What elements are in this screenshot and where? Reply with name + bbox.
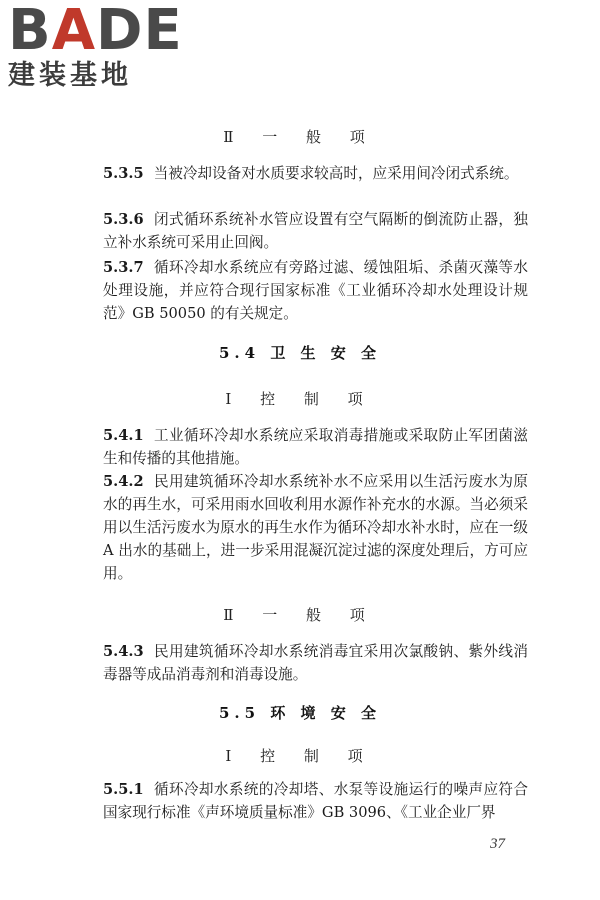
clause-text: 当被冷却设备对水质要求较高时，应采用间冷闭式系统。 [153, 165, 519, 182]
logo-brand: BADE [8, 0, 183, 63]
clause-number: 5.3.6 [103, 211, 144, 228]
clause-5-3-5 [103, 162, 528, 185]
clause-text: 民用建筑循环冷却水系统补水不应采用以生活污废水为原水的再生水，可采用雨水回收利用水源作补充水的水源。当必须采用以生活污废水为原水的再生水作为循环冷却水补水时，应在一级 A 出水的基础上，进一步采用混凝沉淀过滤的深度处理后，方可应用。 [103, 473, 528, 582]
clause-number: 5.4.1 [103, 427, 144, 444]
clause-number: 5.5.1 [103, 781, 144, 798]
clause-5-3-6 [103, 208, 528, 254]
logo [8, 0, 183, 94]
group-heading-control: Ⅰ 控 制 项 [225, 747, 375, 765]
clause-number: 5.4.2 [103, 473, 144, 490]
clause-5-3-7 [103, 256, 528, 325]
group-heading-general: Ⅱ 一 般 项 [223, 128, 377, 146]
page-number: 37 [490, 836, 505, 852]
clause-5-5-1 [103, 778, 528, 824]
clause-text: 民用建筑循环冷却水系统消毒宜采用次氯酸钠、紫外线消毒器等成品消毒剂和消毒设施。 [103, 643, 528, 683]
group-heading-control: Ⅰ 控 制 项 [225, 390, 375, 408]
section-title-5-4: 5.4 卫 生 安 全 [219, 344, 381, 362]
section-title-5-5: 5.5 环 境 安 全 [219, 704, 381, 722]
clause-text: 工业循环冷却水系统应采取消毒措施或采取防止军团菌滋生和传播的其他措施。 [103, 427, 528, 467]
logo-brand-cn: 建装基地 [8, 60, 132, 91]
clause-5-4-2 [103, 470, 528, 585]
clause-text: 循环冷却水系统应有旁路过滤、缓蚀阻垢、杀菌灭藻等水处理设施，并应符合现行国家标准《工业循环冷却水处理设计规范》GB 50050 的有关规定。 [103, 259, 528, 322]
group-heading-general: Ⅱ 一 般 项 [223, 606, 377, 624]
clause-text: 循环冷却水系统的冷却塔、水泵等设施运行的噪声应符合国家现行标准《声环境质量标准》GB 3096、《工业企业厂界 [103, 781, 528, 821]
clause-number: 5.3.7 [103, 259, 144, 276]
clause-5-4-3 [103, 640, 528, 686]
clause-number: 5.3.5 [103, 165, 144, 182]
clause-text: 闭式循环系统补水管应设置有空气隔断的倒流防止器，独立补水系统可采用止回阀。 [103, 211, 528, 251]
clause-5-4-1 [103, 424, 528, 470]
clause-number: 5.4.3 [103, 643, 144, 660]
